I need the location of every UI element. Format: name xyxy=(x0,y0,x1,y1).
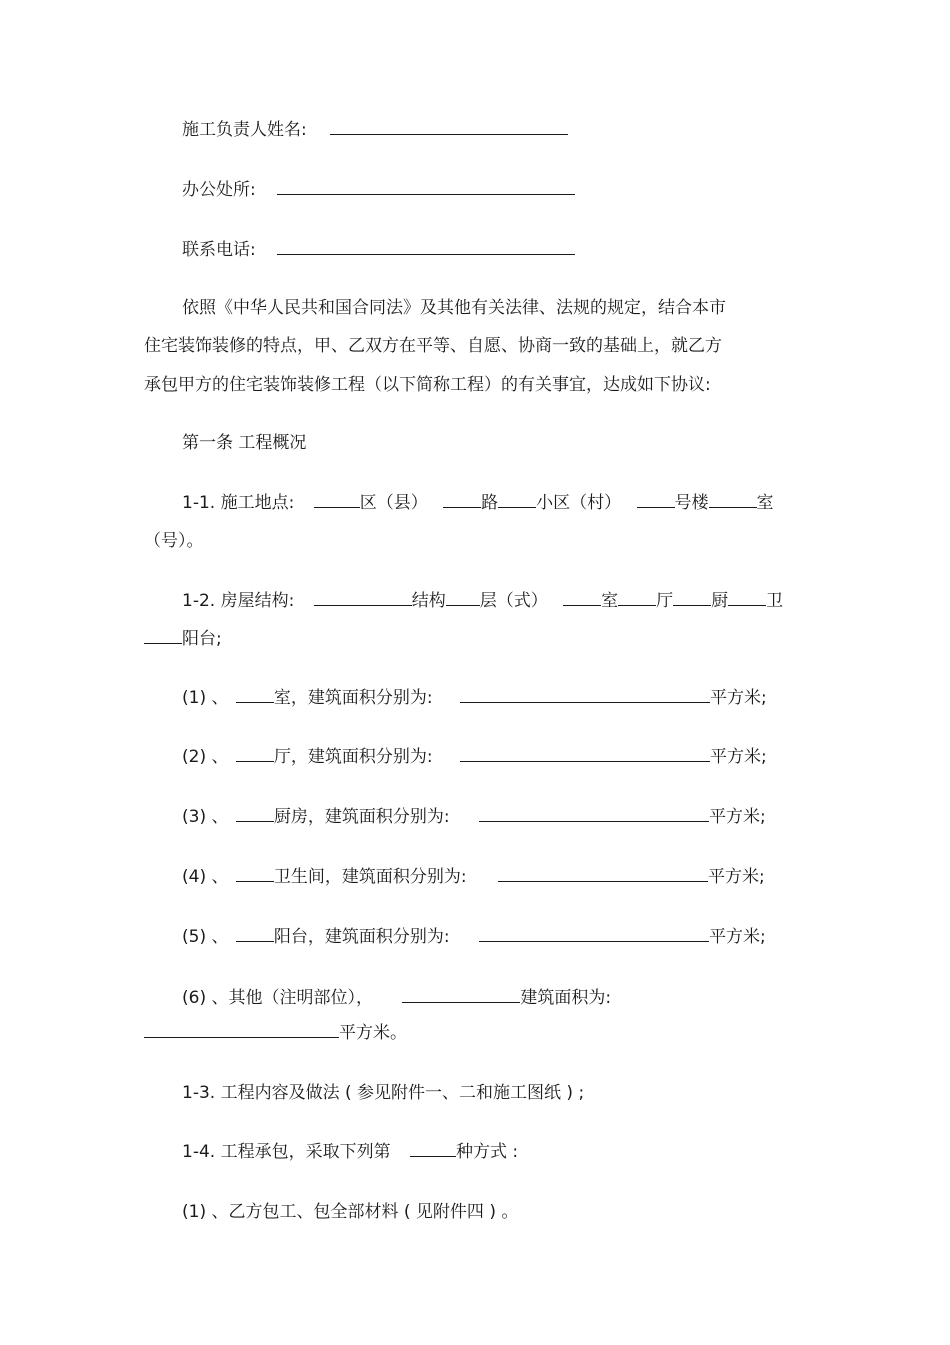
supervisor-name-row xyxy=(182,119,568,141)
kitchen-count-field[interactable] xyxy=(673,590,711,606)
supervisor-name-field[interactable] xyxy=(330,119,568,135)
area-num: (3) 、 xyxy=(182,807,229,827)
area-count-field[interactable] xyxy=(236,687,274,703)
other-area-row xyxy=(144,1022,407,1044)
phone-field[interactable] xyxy=(277,239,575,255)
area-value-field[interactable] xyxy=(479,926,709,942)
area-num: (4) 、 xyxy=(182,867,229,887)
other-area-unit: 平方米。 xyxy=(339,1023,407,1043)
method-1: (1) 、乙方包工、包全部材料 ( 见附件四 ) 。 xyxy=(182,1202,519,1222)
site-label: 1-1. 施工地点: xyxy=(182,493,295,513)
room-count-field[interactable] xyxy=(563,590,601,606)
area-num: (1) 、 xyxy=(182,688,229,708)
office-label: 办公处所: xyxy=(182,180,256,200)
area-row-kitchen xyxy=(182,806,766,828)
building-text: 号楼 xyxy=(674,493,709,513)
floors-field[interactable] xyxy=(446,590,480,606)
area-text: 厅，建筑面积分别为: xyxy=(273,747,433,767)
kitchen-count-text: 厨 xyxy=(711,591,729,611)
floors-text: 层（式） xyxy=(479,591,548,611)
area-value-field[interactable] xyxy=(460,687,710,703)
intro-line-3: 承包甲方的住宅装饰装修工程（以下简称工程）的有关事宜，达成如下协议: xyxy=(144,375,711,395)
other-area-field[interactable] xyxy=(144,1022,339,1038)
intro-line-1: 依照《中华人民共和国合同法》及其他有关法律、法规的规定，结合本市 xyxy=(182,298,726,318)
bath-count-field[interactable] xyxy=(728,590,766,606)
area-row-room xyxy=(182,687,767,709)
other-area-label: 建筑面积为: xyxy=(520,988,612,1008)
site-number-suffix: （号）。 xyxy=(144,531,204,551)
area-unit: 平方米; xyxy=(708,867,765,887)
area-text: 室，建筑面积分别为: xyxy=(273,688,433,708)
area-unit: 平方米; xyxy=(709,807,766,827)
community-field[interactable] xyxy=(498,492,536,508)
other-location-field[interactable] xyxy=(402,987,520,1003)
bath-count-text: 卫 xyxy=(766,591,784,611)
building-field[interactable] xyxy=(637,492,675,508)
phone-label: 联系电话: xyxy=(182,240,256,260)
road-text: 路 xyxy=(481,493,499,513)
area-value-field[interactable] xyxy=(460,746,710,762)
area-count-field[interactable] xyxy=(236,926,274,942)
contract-suffix: 种方式 : xyxy=(455,1142,519,1162)
site-row xyxy=(182,492,774,514)
area-unit: 平方米; xyxy=(710,688,767,708)
office-row xyxy=(182,179,575,201)
area-count-field[interactable] xyxy=(236,746,274,762)
room-text: 室 xyxy=(756,493,774,513)
structure-text: 结构 xyxy=(411,591,446,611)
structure-label: 1-2. 房屋结构: xyxy=(182,591,295,611)
contract-label: 1-4. 工程承包，采取下列第 xyxy=(182,1142,391,1162)
road-field[interactable] xyxy=(443,492,481,508)
area-row-hall xyxy=(182,746,767,768)
work-content: 1-3. 工程内容及做法 ( 参见附件一、二和施工图纸 ) ; xyxy=(182,1083,585,1103)
room-number-field[interactable] xyxy=(709,492,757,508)
balcony-text: 阳台; xyxy=(182,629,222,649)
structure-row xyxy=(182,590,783,612)
area-num: (5) 、 xyxy=(182,927,229,947)
area-text: 厨房，建筑面积分别为: xyxy=(273,807,450,827)
contract-method-field[interactable] xyxy=(410,1141,456,1157)
area-unit: 平方米; xyxy=(710,747,767,767)
district-field[interactable] xyxy=(314,492,360,508)
supervisor-name-label: 施工负责人姓名: xyxy=(182,120,307,140)
phone-row xyxy=(182,239,575,261)
area-count-field[interactable] xyxy=(236,806,274,822)
article-1-title: 第一条 工程概况 xyxy=(182,433,307,453)
district-text: 区（县） xyxy=(359,493,428,513)
balcony-count-field[interactable] xyxy=(144,628,182,644)
other-text: (6) 、其他（注明部位）， xyxy=(182,988,373,1008)
area-row-other xyxy=(182,987,611,1009)
office-field[interactable] xyxy=(277,179,575,195)
area-row-bath xyxy=(182,866,765,888)
area-num: (2) 、 xyxy=(182,747,229,767)
structure-type-field[interactable] xyxy=(314,590,412,606)
area-row-balcony xyxy=(182,926,766,948)
area-count-field[interactable] xyxy=(236,866,274,882)
area-text: 阳台，建筑面积分别为: xyxy=(273,927,450,947)
area-value-field[interactable] xyxy=(498,866,708,882)
area-unit: 平方米; xyxy=(709,927,766,947)
intro-line-2: 住宅装饰装修的特点，甲、乙双方在平等、自愿、协商一致的基础上，就乙方 xyxy=(144,336,722,356)
area-text: 卫生间，建筑面积分别为: xyxy=(273,867,467,887)
community-text: 小区（村） xyxy=(536,493,622,513)
contract-row xyxy=(182,1141,518,1163)
hall-count-text: 厅 xyxy=(656,591,674,611)
area-value-field[interactable] xyxy=(479,806,709,822)
hall-count-field[interactable] xyxy=(618,590,656,606)
room-count-text: 室 xyxy=(601,591,619,611)
balcony-row xyxy=(144,628,222,650)
